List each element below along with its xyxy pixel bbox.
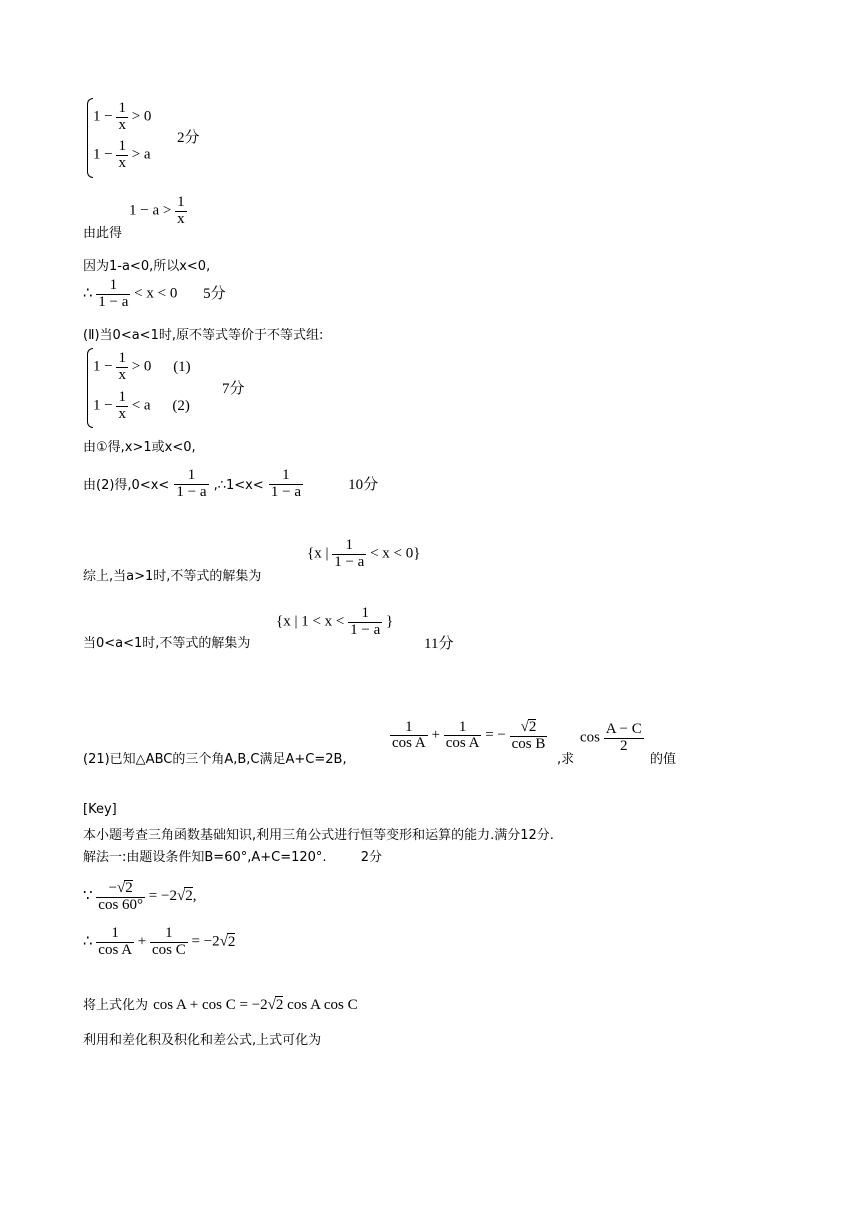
fraction: $\frac{1}{x}$ [118,138,126,171]
since-equation: ∵ $\frac{-√2}{\cos 60^\circ}$ = −2√2, [83,880,197,913]
score: 5分 [203,285,226,302]
system-1-row-2: 1 − $\frac{1}{x}$ > a [93,138,151,171]
fraction: $\frac{1}{\text{cos A}}$ [445,718,480,752]
score: 10分 [348,476,379,493]
part-2-heading: (Ⅱ)当0<a<1时,原不等式等价于不等式组: [83,328,324,343]
fraction: $\frac{1}{x}$ [177,194,185,227]
system-2-row-2: 1 − $\frac{1}{x}$ < a (2) [93,389,190,422]
fraction: $\frac{1}{x}$ [118,389,126,422]
fraction: $\frac{-√2}{\cos 60^\circ}$ [98,880,144,913]
fraction: $\frac{1}{1 - a}$ [334,537,365,570]
therefore-line: ∴ $\frac{1}{1 - a}$ < x < 0 5分 [83,277,226,310]
problem-21-condition: $\frac{1}{\text{cos A}}$ + $\frac{1}{\text{cos A}}$ = − $\frac{√2}{\text{cos B}}$ [392,718,546,752]
fraction: $\frac{1}{\text{cos A}}$ [98,925,133,958]
score: 11分 [424,636,454,652]
score: 2分 [177,130,200,146]
target-expression: cos $\frac{A - C}{2}$ [580,721,642,754]
thus-equation: ∴ $\frac{1}{\text{cos A}}$ + $\frac{1}{\text{cos C}}$ = −2√2 [83,925,236,958]
fraction: $\frac{√2}{\text{cos B}}$ [511,719,546,752]
fraction: $\frac{1}{1 - a}$ [176,467,207,500]
fraction: $\frac{1}{\text{cos A}}$ [392,718,426,752]
from-2-line: 由(2)得,0<x< $\frac{1}{1 - a}$ ,∴1<x< $\frac{1}{1 - a}$ 10分 [83,467,379,500]
system-1-row-1: 1 − $\frac{1}{x}$ > 0 [93,100,152,133]
solution-set-2: {x | 1 < x < $\frac{1}{1 - a}$ } [276,605,394,638]
fraction: $\frac{1}{x}$ [118,100,126,133]
fraction: $\frac{1}{\text{cos C}}$ [152,925,186,958]
convert-line: 将上式化为 cos A + cos C = −2√2 cos A cos C [83,997,358,1013]
fraction: $\frac{1}{1 - a}$ [98,277,129,310]
score: 7分 [222,381,245,397]
because-line: 因为1-a<0,所以x<0, [83,259,211,274]
last-line: 利用和差化积及积化和差公式,上式可化为 [83,1033,322,1048]
key-line-2: 解法一:由题设条件知B=60°,A+C=120°. 2分 [83,850,382,865]
fraction: $\frac{1}{1 - a}$ [270,467,301,500]
key-label: [Key] [83,802,117,817]
fraction: $\frac{1}{x}$ [118,350,126,383]
score: 2分 [360,850,382,865]
fraction: $\frac{1}{1 - a}$ [350,605,381,638]
key-line-1: 本小题考查三角函数基础知识,利用三角公式进行恒等变形和运算的能力.满分12分. [83,828,554,843]
hence-expression: 1 − a > $\frac{1}{x}$ [129,194,185,227]
fraction: $\frac{A - C}{2}$ [605,721,642,754]
solution-set-1: {x | $\frac{1}{1 - a}$ < x < 0} [307,537,421,570]
system-2-row-1: 1 − $\frac{1}{x}$ > 0 (1) [93,350,191,383]
from-1-line: 由①得,x>1或x<0, [83,440,196,455]
